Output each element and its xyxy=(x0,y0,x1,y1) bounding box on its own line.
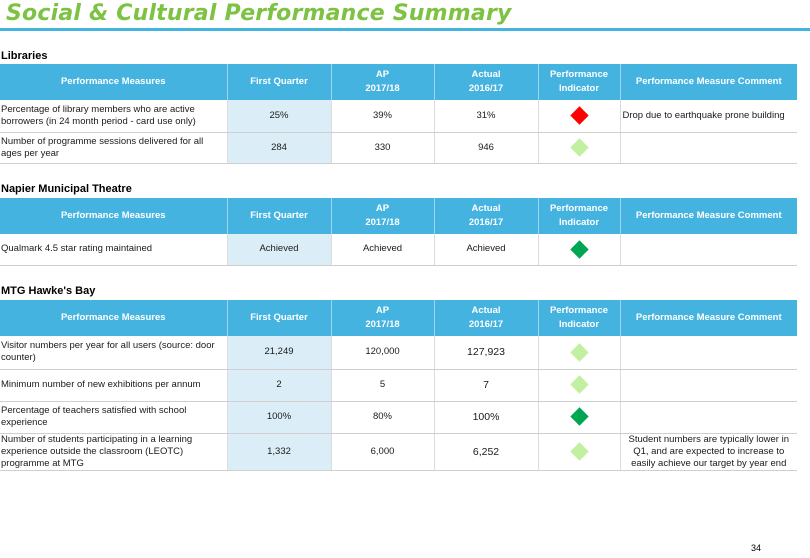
actual-cell: 127,923 xyxy=(434,336,538,369)
header-measures: Performance Measures xyxy=(0,64,227,100)
indicator-cell xyxy=(538,100,620,132)
table-row xyxy=(0,433,797,470)
header-ap: AP 2017/18 xyxy=(331,300,434,336)
section-title-mtg-hawkes-bay: MTG Hawke's Bay xyxy=(1,285,96,297)
actual-cell: Achieved xyxy=(434,234,538,265)
ap-cell: 6,000 xyxy=(331,433,434,470)
napier-theatre-table xyxy=(0,198,797,266)
indicator-cell xyxy=(538,369,620,401)
header-actual: Actual 2016/17 xyxy=(434,64,538,100)
indicator-cell xyxy=(538,132,620,163)
comment-cell xyxy=(620,369,797,401)
comment-cell xyxy=(620,401,797,433)
actual-cell: 946 xyxy=(434,132,538,163)
measure-cell: Minimum number of new exhibitions per annum xyxy=(0,369,227,401)
mtg-table xyxy=(0,300,797,471)
ap-cell: 80% xyxy=(331,401,434,433)
header-first-quarter: First Quarter xyxy=(227,64,331,100)
header-indicator: Performance Indicator xyxy=(538,198,620,234)
dark-green-diamond-icon xyxy=(570,240,588,258)
table-row xyxy=(0,369,797,401)
header-comment: Performance Measure Comment xyxy=(620,198,797,234)
ap-cell: 39% xyxy=(331,100,434,132)
comment-cell xyxy=(620,234,797,265)
header-first-quarter: First Quarter xyxy=(227,198,331,234)
first-quarter-cell: Achieved xyxy=(227,234,331,265)
table-row xyxy=(0,401,797,433)
indicator-cell xyxy=(538,336,620,369)
first-quarter-cell: 100% xyxy=(227,401,331,433)
section-title-napier-municipal-theatre: Napier Municipal Theatre xyxy=(1,183,132,195)
section-title-libraries: Libraries xyxy=(1,50,48,62)
comment-cell xyxy=(620,132,797,163)
table-header-row xyxy=(0,198,797,234)
light-green-diamond-icon xyxy=(570,343,588,361)
measure-cell: Number of students participating in a learning experience outside the classroom (LEOTC) programme at MTG xyxy=(0,433,227,470)
table-row xyxy=(0,234,797,265)
page-number: 34 xyxy=(751,543,762,553)
light-green-diamond-icon xyxy=(570,442,588,460)
measure-cell: Percentage of teachers satisfied with school experience xyxy=(0,401,227,433)
measure-cell: Qualmark 4.5 star rating maintained xyxy=(0,234,227,265)
first-quarter-cell: 1,332 xyxy=(227,433,331,470)
first-quarter-cell: 21,249 xyxy=(227,336,331,369)
measure-cell: Percentage of library members who are active borrowers (in 24 month period - card use only) xyxy=(0,100,227,132)
ap-cell: Achieved xyxy=(331,234,434,265)
header-indicator: Performance Indicator xyxy=(538,64,620,100)
comment-cell xyxy=(620,336,797,369)
actual-cell: 7 xyxy=(434,369,538,401)
ap-cell: 120,000 xyxy=(331,336,434,369)
light-green-diamond-icon xyxy=(570,138,588,156)
header-measures: Performance Measures xyxy=(0,300,227,336)
first-quarter-cell: 2 xyxy=(227,369,331,401)
red-diamond-icon xyxy=(570,107,588,125)
actual-cell: 31% xyxy=(434,100,538,132)
table-row xyxy=(0,100,797,132)
indicator-cell xyxy=(538,234,620,265)
comment-cell: Drop due to earthquake prone building xyxy=(620,100,797,132)
measure-cell: Visitor numbers per year for all users (source: door counter) xyxy=(0,336,227,369)
indicator-cell xyxy=(538,433,620,470)
header-ap: AP 2017/18 xyxy=(331,64,434,100)
header-ap: AP 2017/18 xyxy=(331,198,434,234)
measure-cell: Number of programme sessions delivered for all ages per year xyxy=(0,132,227,163)
page-title: Social & Cultural Performance Summary xyxy=(6,1,512,26)
header-measures: Performance Measures xyxy=(0,198,227,234)
table-row xyxy=(0,336,797,369)
table-header-row xyxy=(0,64,797,100)
header-actual: Actual 2016/17 xyxy=(434,198,538,234)
dark-green-diamond-icon xyxy=(570,408,588,426)
table-header-row xyxy=(0,300,797,336)
header-first-quarter: First Quarter xyxy=(227,300,331,336)
header-actual: Actual 2016/17 xyxy=(434,300,538,336)
header-comment: Performance Measure Comment xyxy=(620,300,797,336)
comment-cell: Student numbers are typically lower in Q1, and are expected to increase to easily achieve our target by year end xyxy=(620,433,797,470)
libraries-table xyxy=(0,64,797,164)
first-quarter-cell: 284 xyxy=(227,132,331,163)
title-divider xyxy=(0,28,810,31)
first-quarter-cell: 25% xyxy=(227,100,331,132)
actual-cell: 6,252 xyxy=(434,433,538,470)
ap-cell: 5 xyxy=(331,369,434,401)
indicator-cell xyxy=(538,401,620,433)
actual-cell: 100% xyxy=(434,401,538,433)
header-indicator: Performance Indicator xyxy=(538,300,620,336)
table-row xyxy=(0,132,797,163)
light-green-diamond-icon xyxy=(570,376,588,394)
header-comment: Performance Measure Comment xyxy=(620,64,797,100)
ap-cell: 330 xyxy=(331,132,434,163)
